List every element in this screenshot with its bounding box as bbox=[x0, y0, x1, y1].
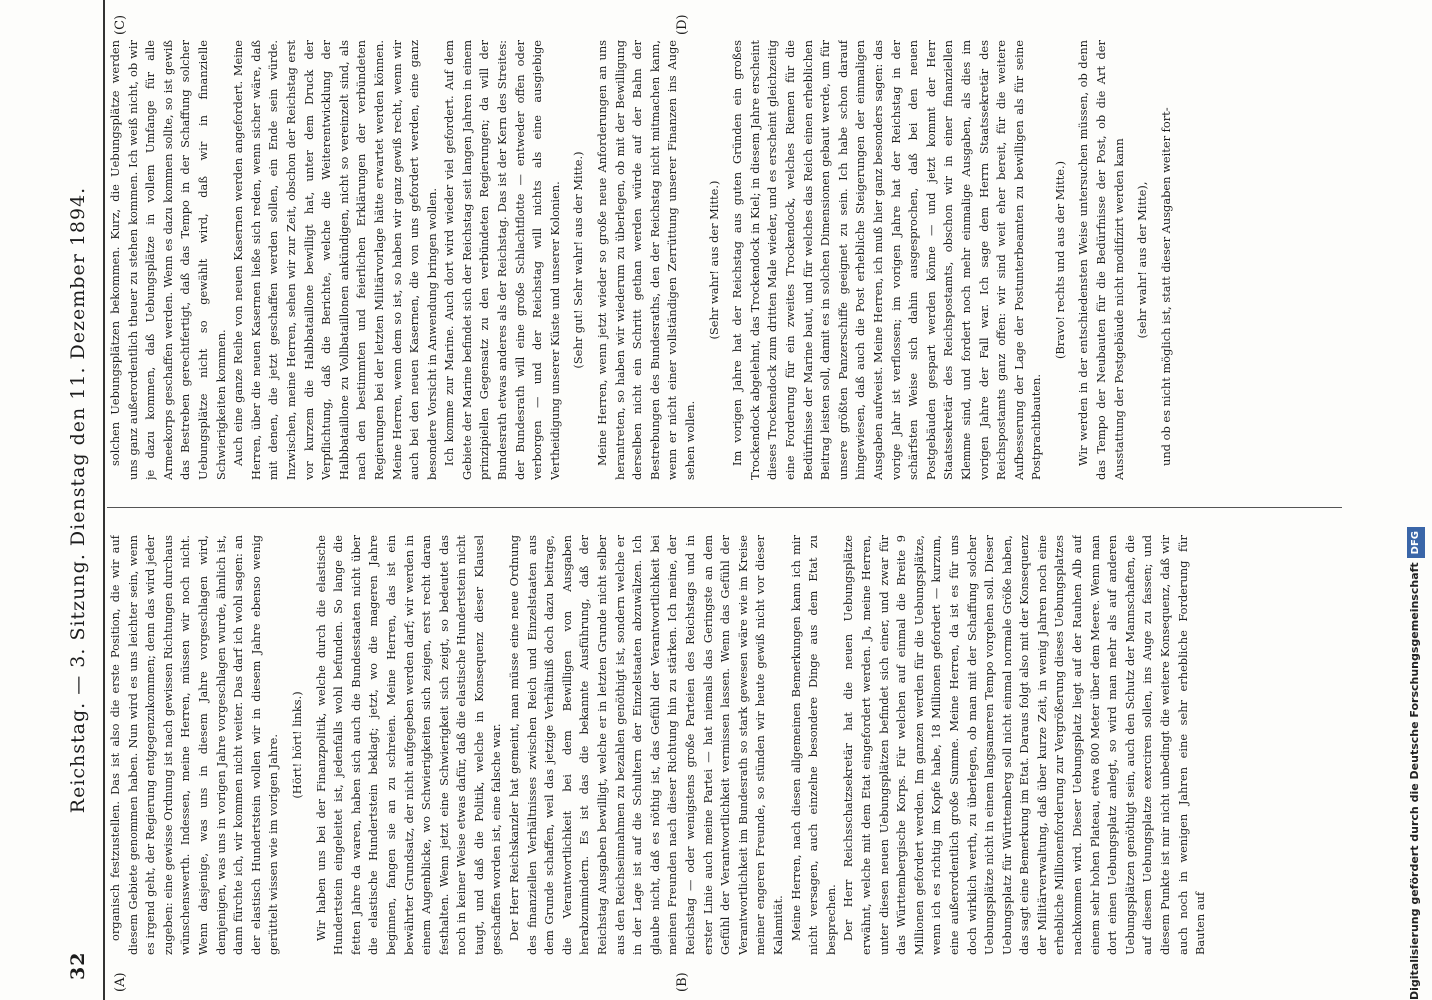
paragraph: Meine Herren, wenn jetzt wieder so große neue Anforderungen an uns herantreten, so haben wir wiederum zu überlegen, ob mit der Bewilligung derselben nicht ein Schritt gethan werden würde auf der Bahn der Bestrebungen des Bundesraths, den der Reichstag nicht mitmachen kann, wenn er nicht einer vollständigen Zerrüttung unserer Finanzen ins Auge sehen wollen. bbox=[595, 40, 697, 480]
paragraph: Der Herr Reichsschatzsekretär hat die neuen Uebungsplätze erwähnt, welche mit dem Etat eingefordert werden. Ja, meine Herren, unter diesen neuen Uebungsplätzen befindet sich einer, und zwar für das Württembergische Korps. Für welchen auf einmal die Breite 9 Millionen gefordert werden. Im ganzen werden für die Uebungsplätze, wenn ich es richtig im Kopfe habe, 18 Millionen gefordert — kurzum, eine außerordentlich große Summe. Meine Herren, da ist es für uns doch wirklich werth, zu überlegen, ob man mit der Schaffung solcher Uebungsplätze nicht in einem langsameren Tempo vorgehen soll. Dieser Uebungsplatz für Württemberg soll nicht einmal normale Größe haben, das sagt eine Bemerkung im Etat. Daraus folgt also mit der Konsequenz der Militärverwaltung, daß über kurze Zeit, in wenig Jahren noch eine erhebliche Millionenforderung zur Vergrößerung dieses Uebungsplatzes nachkommen wird. Dieser Uebungsplatz liegt auf der Rauhen Alb auf einem sehr hohen Plateau, etwa 800 Meter über dem Meere. Wenn man dort einen Uebungsplatz anlegt, so wird man mehr als auf anderen Uebungsplätzen genöthigt sein, auch den Schutz der Mannschaften, die auf diesem Uebungsplatze exerciren sollen, ins Auge zu fassen; und diesem Punkte ist mir nicht unbedingt die weitere Konsequenz, daß wir auch noch in wenigen Jahren eine sehr erhebliche Forderung für Bauten auf bbox=[841, 535, 1208, 955]
paragraph: solchen Uebungsplätzen bekommen. Kurz, die Uebungsplätze werden uns ganz außerordentlich theuer zu stehen kommen. Ich weiß nicht, ob wir je dazu kommen, daß Uebungsplätze in vollem Umfange für alle Armeekorps geschaffen werden. Wenn es dazu kommen sollte, so ist gewiß das Bestreben gerechtfertigt, daß das Tempo in der Schaffung solcher Uebungsplätze nicht so gewählt wird, daß wir in finanzielle Schwierigkeiten kommen. bbox=[108, 40, 228, 480]
interjection: (sehr wahr! aus der Mitte), bbox=[1135, 181, 1150, 339]
dfg-side-note bbox=[1402, 0, 1430, 1000]
interjection: (Hört! hört! links.) bbox=[289, 691, 304, 799]
margin-marker-b: (B) bbox=[675, 972, 690, 992]
paragraph: Im vorigen Jahre hat der Reichstag aus guten Gründen ein großes Trockendock abgelehnt, das Trockendock in Kiel; in diesem Jahre erscheint dieses Trockendock zum dritten Male wieder, und es erscheint gleichzeitig eine Forderung für ein zweites Trockendock, welches Riemen für die Bedürfnisse der Marine baut, und für welches das Reich einen erheblichen Beitrag leisten soll, damit es in solchen Dimensionen gebaut werde, um für unsere größten Panzerschiffe geeignet zu sein. Ich habe schon darauf hingewiesen, daß auch die Post erhebliche Steigerungen der einmaligen Ausgaben aufweist. Meine Herren, ich muß hier ganz besonders sagen: das vorige Jahr ist verflossen; im vorigen Jahre hat der Reichstag in der schärfsten Weise sich dahin ausgesprochen, daß bei den neuen Postgebäuden gespart werden könne — und jetzt kommt der Herr Staatssekretär des Reichspostamts, obschon wir in einer finanziellen Klemme sind, und fordert noch mehr einmalige Ausgaben, als dies im vorigen Jahre der Fall war. Ich sage dem Herrn Staatssekretär des Reichspostamts ganz offen: wir sind weit eher bereit, für die weitere Aufbesserung der Lage der Postunterbeamten zu bewilligen als für seine Postprachtbauten. bbox=[730, 40, 1044, 480]
interjection: (Sehr wahr! aus der Mitte.) bbox=[706, 180, 721, 340]
document-page bbox=[35, 0, 1360, 1000]
dfg-credit bbox=[1406, 10, 1425, 1000]
paragraph: Auch eine ganze Reihe von neuen Kasernen werden angefordert. Meine Herren, über die neuen Kasernen ließe sich reden, wenn sicher wäre, daß mit denen, die jetzt geschaffen werden sollen, ein Ende sein würde. Inzwischen, meine Herren, sehen wir zur Zeit, obschon der Reichstag erst vor kurzem die Halbbataillone bewilligt hat, unter dem Druck der Verpflichtung, daß die Berichte, welche die Weiterentwicklung der Halbbataillone zu Vollbataillonen ankündigen, nicht so vereinzelt sind, als nach den bestimmten und feierlichen Erklärungen der verbündeten Regierungen bei der letzten Militärvorlage hätte erwartet werden können. Meine Herren, wenn dem so ist, so haben wir ganz gewiß recht, wenn wir auch bei den neuen Kasernen, die von uns gefordert werden, eine ganz besondere Vorsicht in Anwendung bringen wollen. bbox=[231, 40, 439, 480]
left-column bbox=[107, 535, 1342, 955]
page-header bbox=[63, 0, 99, 1000]
paragraph: und ob es nicht möglich ist, statt dieser Ausgaben weiter fort- bbox=[1158, 107, 1173, 466]
column-divider bbox=[107, 507, 1342, 508]
header-title: Reichstag. — 3. Sitzung. Dienstag den 11. Dezember 1894. bbox=[67, 186, 89, 814]
margin-marker-c: (C) bbox=[113, 14, 128, 35]
paragraph: Meine Herren, nach diesen allgemeinen Bemerkungen kann ich mir nicht versagen, auch einzelne besondere Dinge aus dem Etat zu besprechen. bbox=[788, 535, 838, 955]
margin-marker-d: (D) bbox=[675, 14, 690, 35]
right-column bbox=[107, 40, 1342, 480]
dfg-credit-text: Digitalisierung gefördert durch die Deutsche Forschungsgemeinschaft bbox=[1408, 562, 1421, 1000]
paragraph: Wir werden in der entschiedensten Weise untersuchen müssen, ob denn das Tempo der Neubauten für die Bedürfnisse der Post, ob die Art der Ausstattung der Postgebäude nicht modifizirt werden kann bbox=[1076, 40, 1126, 480]
interjection: (Sehr gut! Sehr wahr! aus der Mitte.) bbox=[571, 151, 586, 369]
interjection: (Bravo! rechts und aus der Mitte.) bbox=[1052, 160, 1067, 360]
dfg-logo-badge: DFG bbox=[1407, 527, 1425, 558]
paragraph: Ich komme zur Marine. Auch dort wird wieder viel gefordert. Auf dem Gebiete der Marine befindet sich der Reichstag seit langen Jahren in einem prinzipiellen Gegensatz zu den verbündeten Regierungen; da will der Bundesrath etwas anderes als der Reichstag. Das ist der Kern des Streites: der Bundesrath will eine große Schlachtflotte — entweder offen oder verborgen — und der Reichstag will nichts als eine ausgiebige Vertheidigung unserer Küste und unserer Kolonien. bbox=[442, 40, 562, 480]
margin-marker-a: (A) bbox=[113, 972, 128, 992]
paragraph: Wir haben uns bei der Finanzpolitik, welche durch die elastische Hundertstein eingeleitet ist, jedenfalls wohl befunden. So lange die fetten Jahre da waren, haben sich auch die Bundesstaaten nicht über die elastische Hundertstein beklagt; jetzt, wo die mageren Jahre beginnen, fangen sie an zu schreien. Meine Herren, das ist ein bewährter Grundsatz, der nicht aufgegeben werden darf; wir werden in einem Augenblicke, wo Schwierigkeiten sich zeigen, erst recht daran festhalten. Wenn jetzt eine Schwierigkeit sich zeigt, so bedeutet das noch in keiner Weise etwas dafür, daß die elastische Hundertstein nicht taugt, und daß die Politik, welche in Konsequenz dieser Klausel geschaffen worden ist, eine falsche war. bbox=[313, 535, 504, 955]
paragraph: Der Herr Reichskanzler hat gemeint, man müsse eine neue Ordnung des finanziellen Verhältnisses zwischen Reich und Einzelstaaten aus dem Grunde schaffen, weil das jetzige Verhältniß doch dazu beitrage, die Verantwortlichkeit bei dem Bewilligen von Ausgaben herabzumindern. Es ist das die bekannte Ausführung, daß der Reichstag Ausgaben bewilligt, welche er in letzten Grunde nicht selber aus den Reichseinnahmen zu bezahlen genöthigt ist, sondern welche er in der Lage ist auf die Schultern der Einzelstaaten abzuwälzen. Ich glaube nicht, daß es nöthig ist, das Gefühl der Verantwortlichkeit bei meinen Freunden nach dieser Richtung hin zu stärken. Ich meine, der Reichstag — oder wenigstens große Parteien des Reichstags und in erster Linie auch meine Partei — hat niemals das Geringste an dem Gefühl der Verantwortlichkeit vermissen lassen. Wenn das Gefühl der Verantwortlichkeit im Bundesrath so stark gewesen wäre wie im Kreise meiner engeren Freunde, so stünden wir heute gewiß nicht vor dieser Kalamität. bbox=[507, 535, 785, 955]
page-number: 32 bbox=[67, 951, 89, 980]
header-rule bbox=[103, 0, 105, 1000]
paragraph: organisch festzustellen. Das ist also die erste Position, die wir auf diesem Gebiete genommen haben. Nun wird es uns leichter sein, wenn es irgend geht, der Regierung entgegenzukommen; denn das wird jeder zugeben: eine gewisse Ordnung ist nach gewissen Richtungen durchaus wünschenswerth. Indessen, meine Herren, müssen wir noch nicht. Wenn dasjenige, was uns in diesem Jahre vorgeschlagen wird, demjenigen, was uns in vorigen Jahre vorgeschlagen wurde, ähnlich ist, dann fürchte ich, wir kommen nicht weiter. Das darf ich wohl sagen: an der elastisch Hundertstein wollen wir in diesem Jahre ebenso wenig gerüttelt wissen wie im vorigen Jahre. bbox=[108, 535, 281, 955]
